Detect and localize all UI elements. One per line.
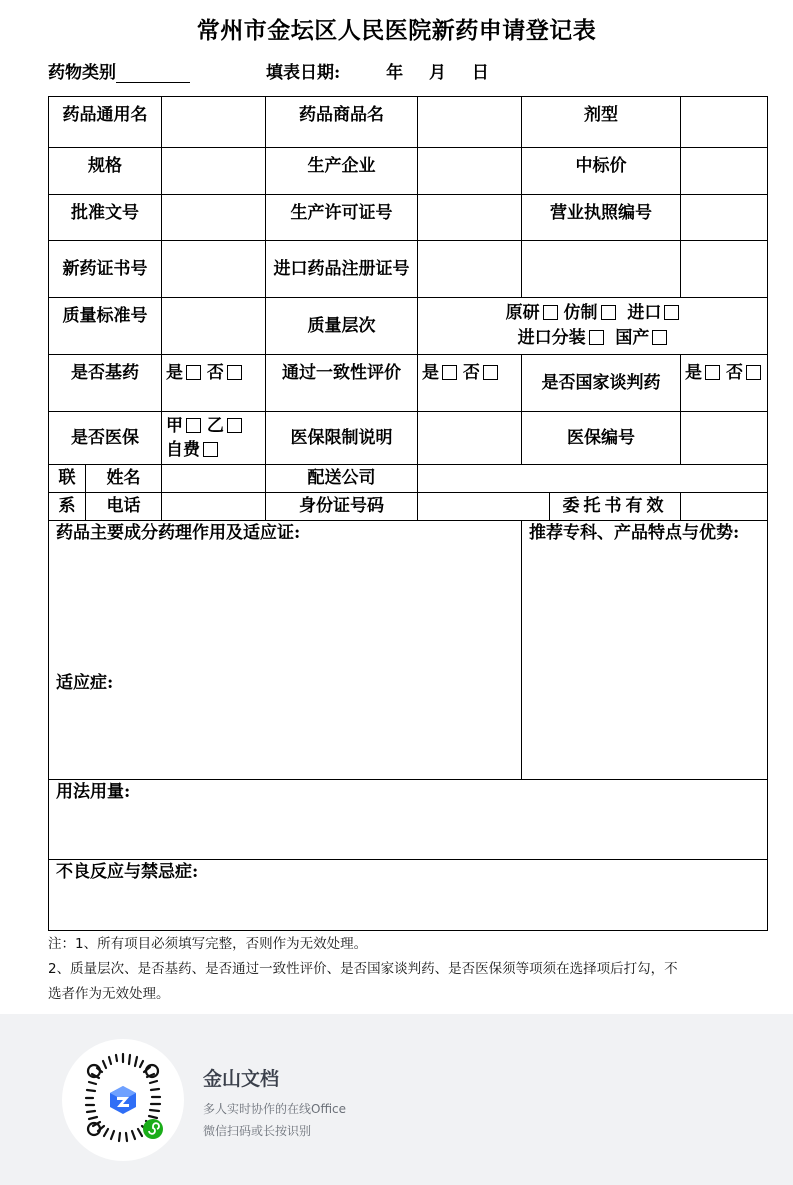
kdocs-tagline: 多人实时协作的在线Office bbox=[203, 1102, 347, 1116]
phone-input[interactable] bbox=[162, 493, 266, 521]
production-license-label: 生产许可证号 bbox=[266, 195, 418, 241]
medical-insurance-options: 甲 乙 自费 bbox=[162, 412, 266, 465]
production-license-input[interactable] bbox=[418, 195, 522, 241]
phone-label: 电话 bbox=[86, 493, 162, 521]
insurance-limit-label: 医保限制说明 bbox=[266, 412, 418, 465]
drug-category-label: 药物类别 bbox=[48, 63, 116, 83]
bid-price-input[interactable] bbox=[681, 148, 768, 195]
contact-label-1: 联 bbox=[49, 465, 86, 493]
note-line-1: 注：1、所有项目必须填写完整，否则作为无效处理。 bbox=[48, 936, 368, 952]
delivery-company-input[interactable] bbox=[418, 465, 768, 493]
essential-no-checkbox[interactable] bbox=[227, 365, 242, 380]
class-b-checkbox[interactable] bbox=[227, 418, 242, 433]
generic-name-input[interactable] bbox=[162, 97, 266, 148]
wechat-mini-program-icon bbox=[143, 1119, 163, 1139]
domestic-checkbox[interactable] bbox=[652, 330, 667, 345]
month-label: 月 bbox=[428, 63, 446, 83]
adverse-reactions-cell[interactable] bbox=[49, 860, 768, 931]
consistency-no-checkbox[interactable] bbox=[483, 365, 498, 380]
adverse-reactions-label: 不良反应与禁忌症: bbox=[56, 862, 199, 882]
approval-no-input[interactable] bbox=[162, 195, 266, 241]
insurance-code-input[interactable] bbox=[681, 412, 768, 465]
business-license-input[interactable] bbox=[681, 195, 768, 241]
fill-date-label: 填表日期: bbox=[266, 63, 341, 83]
drug-category-row bbox=[48, 58, 190, 83]
name-label: 姓名 bbox=[86, 465, 162, 493]
spec-label: 规格 bbox=[49, 148, 162, 195]
quality-level-options: 原研 仿制 进口 进口分装 国产 bbox=[418, 298, 768, 355]
trade-name-label: 药品商品名 bbox=[266, 97, 418, 148]
import-reg-cert-input[interactable] bbox=[418, 241, 522, 298]
qr-code-icon[interactable] bbox=[62, 1039, 184, 1161]
essential-yes-checkbox[interactable] bbox=[186, 365, 201, 380]
generic-checkbox[interactable] bbox=[601, 305, 616, 320]
day-label: 日 bbox=[471, 63, 489, 83]
dosage-form-input[interactable] bbox=[681, 97, 768, 148]
approval-no-label: 批准文号 bbox=[49, 195, 162, 241]
manufacturer-label: 生产企业 bbox=[266, 148, 418, 195]
usage-dosage-cell[interactable] bbox=[49, 780, 768, 860]
negotiation-yes-checkbox[interactable] bbox=[705, 365, 720, 380]
self-pay-checkbox[interactable] bbox=[203, 442, 218, 457]
drug-category-input[interactable] bbox=[116, 66, 190, 83]
main-ingredients-label: 药品主要成分药理作用及适应证: bbox=[56, 523, 301, 543]
contact-label-2: 系 bbox=[49, 493, 86, 521]
consistency-eval-label: 通过一致性评价 bbox=[266, 355, 418, 412]
import-reg-cert-extra-2[interactable] bbox=[681, 241, 768, 298]
class-a-checkbox[interactable] bbox=[186, 418, 201, 433]
new-drug-cert-label: 新药证书号 bbox=[49, 241, 162, 298]
note-line-2: 2、质量层次、是否基药、是否通过一致性评价、是否国家谈判药、是否医保须等项须在选择项后打勾，不 bbox=[48, 961, 678, 977]
bid-price-label: 中标价 bbox=[522, 148, 681, 195]
imported-checkbox[interactable] bbox=[664, 305, 679, 320]
negotiation-no-checkbox[interactable] bbox=[746, 365, 761, 380]
national-negotiation-options: 是 否 bbox=[681, 355, 768, 412]
quality-std-label: 质量标准号 bbox=[49, 298, 162, 355]
year-label: 年 bbox=[386, 63, 404, 83]
consistency-yes-checkbox[interactable] bbox=[442, 365, 457, 380]
id-number-label: 身份证号码 bbox=[266, 493, 418, 521]
insurance-limit-input[interactable] bbox=[418, 412, 522, 465]
note-line-3: 选者作为无效处理。 bbox=[48, 986, 170, 1002]
new-drug-cert-input[interactable] bbox=[162, 241, 266, 298]
kdocs-footer bbox=[0, 1014, 793, 1185]
dosage-form-label: 剂型 bbox=[522, 97, 681, 148]
consistency-eval-options: 是 否 bbox=[418, 355, 522, 412]
authorization-valid-label: 委托书有效 bbox=[550, 493, 681, 521]
manufacturer-input[interactable] bbox=[418, 148, 522, 195]
usage-dosage-label: 用法用量: bbox=[56, 782, 131, 802]
essential-drug-label: 是否基药 bbox=[49, 355, 162, 412]
registration-form-table bbox=[48, 96, 768, 931]
medical-insurance-label: 是否医保 bbox=[49, 412, 162, 465]
fill-date-row bbox=[266, 58, 489, 83]
form-title: 常州市金坛区人民医院新药申请登记表 bbox=[196, 17, 597, 44]
delivery-company-label: 配送公司 bbox=[266, 465, 418, 493]
recommended-dept-label: 推荐专科、产品特点与优势: bbox=[529, 523, 740, 543]
spec-input[interactable] bbox=[162, 148, 266, 195]
quality-level-label: 质量层次 bbox=[266, 298, 418, 355]
kdocs-brand-name: 金山文档 bbox=[203, 1068, 280, 1090]
business-license-label: 营业执照编号 bbox=[522, 195, 681, 241]
import-reg-cert-extra[interactable] bbox=[522, 241, 681, 298]
name-input[interactable] bbox=[162, 465, 266, 493]
indications-label: 适应症: bbox=[56, 673, 114, 693]
trade-name-input[interactable] bbox=[418, 97, 522, 148]
scan-hint: 微信扫码或长按识别 bbox=[203, 1124, 312, 1138]
original-checkbox[interactable] bbox=[543, 305, 558, 320]
generic-name-label: 药品通用名 bbox=[49, 97, 162, 148]
notes bbox=[48, 932, 748, 1007]
id-number-input[interactable] bbox=[418, 493, 550, 521]
main-ingredients-cell[interactable] bbox=[49, 521, 522, 780]
recommended-dept-cell[interactable] bbox=[522, 521, 768, 780]
essential-drug-options: 是 否 bbox=[162, 355, 266, 412]
quality-std-input[interactable] bbox=[162, 298, 266, 355]
import-packaging-checkbox[interactable] bbox=[589, 330, 604, 345]
authorization-valid-input[interactable] bbox=[681, 493, 768, 521]
national-negotiation-label: 是否国家谈判药 bbox=[522, 355, 681, 412]
insurance-code-label: 医保编号 bbox=[522, 412, 681, 465]
import-reg-cert-label: 进口药品注册证号 bbox=[266, 241, 418, 298]
